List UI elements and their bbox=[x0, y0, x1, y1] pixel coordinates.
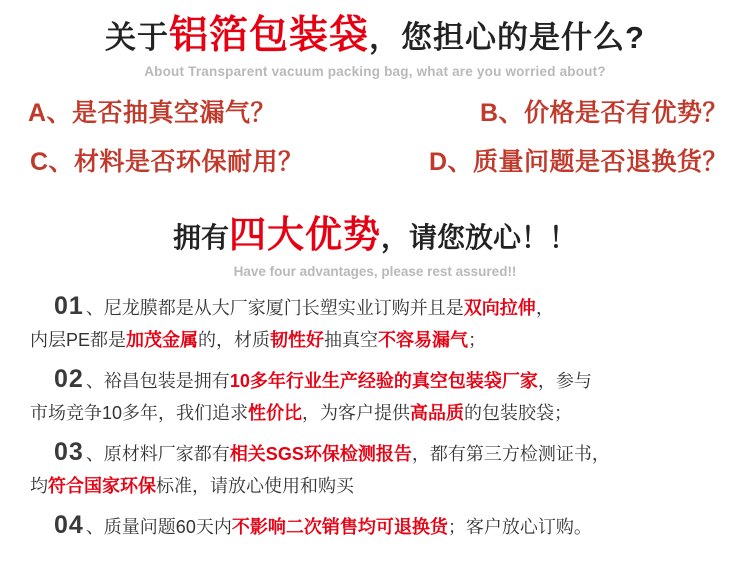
point-item bbox=[18, 363, 732, 425]
point-line-secondary bbox=[30, 401, 732, 425]
question-a: A、是否抽真空漏气？ bbox=[28, 98, 277, 127]
point-emphasis: 韧性好 bbox=[270, 329, 325, 350]
headline-main bbox=[0, 16, 750, 57]
headline-prefix: 关于 bbox=[105, 20, 170, 55]
point-emphasis: 不容易漏气 bbox=[378, 329, 469, 350]
headline-highlight: 铝箔包装袋 bbox=[169, 14, 370, 57]
headline-block bbox=[0, 0, 750, 79]
points-list bbox=[0, 290, 750, 543]
question-b: B、价格是否有优势？ bbox=[479, 98, 728, 127]
point-text: 、尼龙膜都是从大厂家厦门长塑实业订购并且是 bbox=[85, 297, 464, 318]
point-text: 市场竞争10多年，我们追求 bbox=[30, 402, 249, 423]
point-line-secondary bbox=[30, 474, 732, 498]
advantage-suffix: ，请您放心！！ bbox=[381, 221, 578, 253]
point-emphasis: 10多年行业生产经验的真空包装袋厂家 bbox=[229, 370, 538, 391]
point-text: 标准，请放心使用和购买 bbox=[156, 475, 354, 496]
question-d: D、质量问题是否退换货？ bbox=[428, 147, 728, 176]
point-line-primary bbox=[18, 436, 732, 470]
point-number: 02 bbox=[54, 364, 84, 393]
point-emphasis: 性价比 bbox=[248, 402, 303, 423]
advantage-headline-block bbox=[0, 204, 750, 279]
point-text: 的包装胶袋； bbox=[464, 402, 573, 423]
point-text: ，为客户提供 bbox=[302, 402, 411, 423]
point-number: 04 bbox=[54, 511, 84, 540]
advantage-subtitle: Have four advantages, please rest assured!! bbox=[233, 263, 517, 279]
point-emphasis: 双向拉伸 bbox=[463, 297, 536, 318]
point-number: 03 bbox=[54, 438, 84, 467]
point-text: 、原材料厂家都有 bbox=[85, 444, 230, 465]
advantage-highlight: 四大优势 bbox=[229, 213, 381, 255]
advantage-prefix: 拥有 bbox=[172, 221, 229, 253]
point-item bbox=[18, 509, 732, 543]
headline-subtitle: About Transparent vacuum packing bag, what are you worried about? bbox=[144, 63, 606, 79]
point-text: ；客户放心订购。 bbox=[447, 517, 592, 538]
point-text: 均 bbox=[30, 475, 48, 496]
point-text: 、质量问题60天内 bbox=[85, 517, 232, 538]
point-text: ， bbox=[535, 297, 554, 318]
point-emphasis: 高品质 bbox=[410, 402, 465, 423]
point-line-primary bbox=[18, 509, 732, 543]
point-line-primary bbox=[18, 363, 732, 397]
point-text: 内层PE都是 bbox=[30, 329, 127, 350]
point-line-primary bbox=[18, 290, 732, 324]
point-text: 的，材质 bbox=[198, 329, 271, 350]
point-emphasis: 相关SGS环保检测报告 bbox=[229, 444, 412, 465]
point-emphasis: 不影响二次销售均可退换货 bbox=[231, 517, 448, 538]
point-item bbox=[18, 436, 732, 498]
point-text: ，参与 bbox=[537, 370, 592, 391]
point-emphasis: 加茂金属 bbox=[126, 329, 199, 350]
questions-row-2 bbox=[22, 142, 728, 178]
point-text: 抽真空 bbox=[324, 329, 379, 350]
question-c: C、材料是否环保耐用？ bbox=[30, 147, 304, 176]
point-number: 01 bbox=[54, 291, 84, 320]
point-emphasis: 符合国家环保 bbox=[48, 475, 156, 496]
point-text: 、裕昌包装是拥有 bbox=[85, 370, 230, 391]
point-line-secondary bbox=[30, 328, 732, 352]
advantage-headline bbox=[172, 213, 578, 255]
point-text: ，都有第三方检测证书， bbox=[411, 444, 610, 465]
questions-block bbox=[0, 93, 750, 178]
headline-suffix: ，您担心的是什么? bbox=[369, 20, 645, 55]
point-text: ； bbox=[468, 329, 487, 350]
point-item bbox=[18, 290, 732, 352]
questions-row-1 bbox=[22, 93, 728, 129]
